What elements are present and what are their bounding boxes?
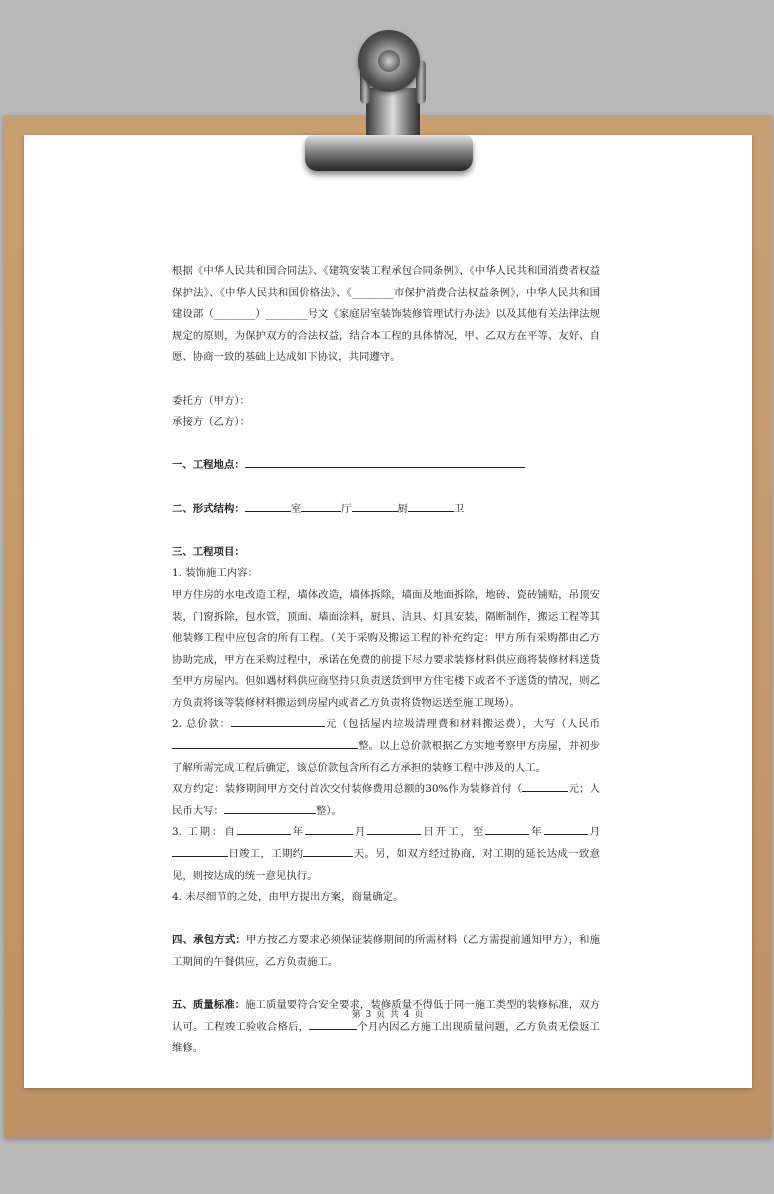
- total-price-words-blank: [172, 736, 358, 749]
- section-4-title: 四、承包方式：: [172, 934, 246, 947]
- start-month-blank: [305, 822, 353, 835]
- start-year-blank: [237, 822, 291, 835]
- kitchen-label: 厨: [397, 502, 408, 515]
- section-5-body-a: 施工质量要符合安全要求，装修质量不得低于同一施工类型的装修标准，双方认可。工程竣工验收合格后，: [172, 999, 601, 1033]
- deposit-text: 双方约定：装修期间甲方交付首次交付装修费用总额的30%作为装修首付（: [172, 783, 523, 796]
- section-3-2: [172, 714, 600, 779]
- room-blank: [245, 499, 291, 512]
- clip-base: [305, 135, 473, 171]
- section-1: [172, 455, 600, 477]
- contract-content: [172, 261, 600, 1060]
- room-label: 室: [290, 502, 302, 515]
- section-4-body: 甲方按乙方要求必须保证装修期间的所需材料（乙方需提前通知甲方），和施工期间的午餐供应，乙方负责施工。: [172, 934, 601, 968]
- clip-plate: [366, 88, 420, 142]
- total-price-blank: [231, 714, 325, 727]
- start-day-blank: [367, 822, 421, 835]
- end-day-blank: [172, 844, 228, 857]
- section-3-1-title: 1. 装饰施工内容：: [172, 567, 258, 580]
- hall-blank: [301, 499, 341, 512]
- party-b-label: 承接方（乙方）：: [172, 416, 250, 429]
- start-month-label: 月: [353, 826, 368, 839]
- bath-blank: [408, 499, 454, 512]
- section-3-title: 三、工程项目：: [172, 545, 245, 558]
- deposit-words-label: 元；人民币大写：: [172, 783, 600, 817]
- total-price-label: 2. 总价款：: [172, 718, 231, 731]
- section-2: [172, 499, 600, 521]
- intro-paragraph: 根据《中华人民共和国合同法》、《建筑安装工程承包合同条例》、《中华人民共和国消费者权益保护法》、《中华人民共和国价格法》、《________市保护消费合法权益条例》，中华人民共和国建设部（________）________号文《家庭居室装饰装修管理试行办法》以及其他有关法律法规规定的原则，为保护双方的合法权益，结合本工程的具体情况，甲、乙双方在平等、友好、自愿、协商一致的基础上达成如下协议，共同遵守。: [172, 265, 600, 364]
- section-4: [172, 930, 600, 973]
- end-year-blank: [485, 822, 529, 835]
- schedule-tail: 天。另，如双方经过协商，对工期的延长达成一致意见，则按达成的统一意见执行。: [172, 848, 601, 882]
- end-year-label: 年: [529, 826, 544, 839]
- section-2-title: 二、形式结构：: [172, 502, 245, 515]
- contract-page: [24, 135, 752, 1088]
- section-3-1-body: 甲方住房的水电改造工程，墙体改造，墙体拆除，墙面及地面拆除，地砖、瓷砖铺贴，吊顶安装，门窗拆除，包水管，顶面、墙面涂料，厨具、洁具、灯具安装，隔断制作，搬运工程等其他装修工程中应包含的所有工程。（关于采购及搬运工程的补充约定：甲方所有采购都由乙方协助完成，甲方在采购过程中，承诺在免费的前提下尽力要求装修材料供应商将装修材料送货至甲方房屋内。但如遇材料供应商坚持只负责送货到甲方住宅楼下或者不予送货的情况，则乙方负责将该等装修材料搬运到房屋内或者乙方负责将货物运送至施工现场）。: [172, 588, 600, 709]
- page-footer: 第 3 页 共 4 页: [351, 1010, 425, 1020]
- deposit-blank: [522, 779, 568, 792]
- start-day-label: 日开工，至: [421, 826, 486, 839]
- kitchen-blank: [352, 499, 398, 512]
- total-price-desc: 整。以上总价款根据乙方实地考察甲方房屋，并初步了解所需完成工程后确定，该总价款包含所有乙方承担的装修工程中涉及的人工。: [172, 740, 600, 774]
- schedule-label: 3. 工期：自: [172, 826, 237, 839]
- clip-hole: [378, 50, 400, 72]
- location-blank: [245, 455, 525, 468]
- section-3-3: [172, 822, 600, 887]
- end-day-label: 日竣工，工期约: [228, 848, 304, 861]
- end-month-label: 月: [587, 826, 601, 839]
- end-month-blank: [544, 822, 588, 835]
- bath-label: 卫: [453, 502, 465, 515]
- hall-label: 厅: [341, 502, 352, 515]
- section-5: [172, 995, 600, 1060]
- deposit-words-blank: [224, 801, 316, 814]
- deposit-tail: 整）。: [315, 804, 342, 817]
- section-5-body-b: 个月内因乙方施工出现质量问题，乙方负责无偿返工维修。: [172, 1020, 601, 1055]
- section-1-title: 一、工程地点：: [172, 459, 245, 472]
- start-year-label: 年: [290, 826, 306, 839]
- duration-blank: [303, 844, 353, 857]
- section-3-4: 4. 未尽细节的之处，由甲方提出方案，商量确定。: [172, 891, 404, 904]
- total-price-text: 元（包括屋内垃圾清理费和材料搬运费），大写（人民币: [324, 718, 600, 731]
- section-5-title: 五、质量标准：: [172, 999, 246, 1012]
- party-a-label: 委托方（甲方）：: [172, 394, 250, 407]
- section-3-2-deposit: [172, 779, 600, 822]
